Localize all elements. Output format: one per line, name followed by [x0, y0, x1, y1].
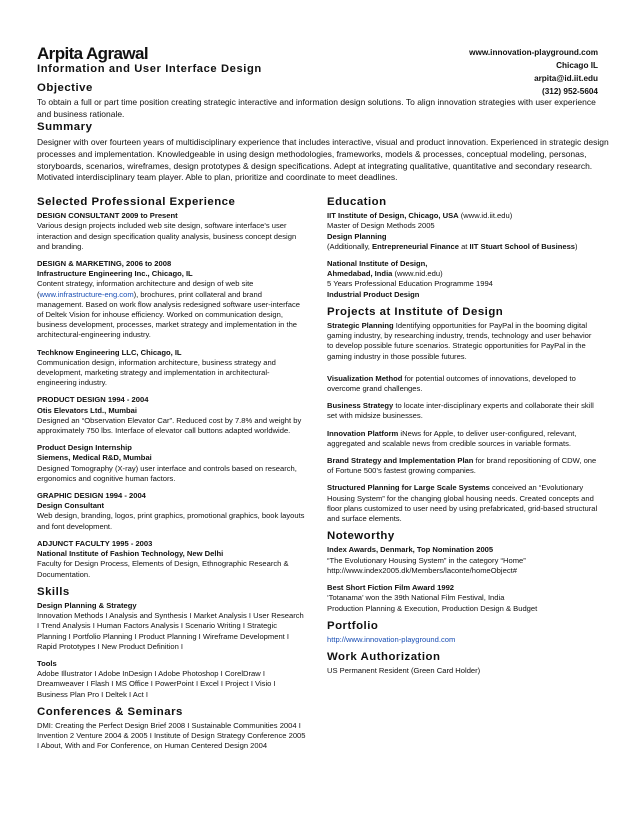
experience-title: Selected Professional Experience — [37, 196, 236, 208]
contact-website[interactable]: www.innovation-playground.com — [469, 48, 598, 57]
contact-block — [469, 46, 598, 98]
project-heading: Strategic Planning — [327, 321, 394, 331]
project-innovation-platform — [327, 429, 599, 449]
job-text: Faculty for Design Process, Elements of Design, Ethnographic Research & Documentation. — [37, 559, 289, 579]
skills-heading: Tools — [37, 658, 57, 668]
award-index — [327, 545, 599, 576]
award-link[interactable]: http://www.index2005.dk/Members/laconte/homeObject# — [327, 565, 517, 575]
employer-heading: Otis Elevators Ltd., Mumbai — [37, 405, 138, 415]
degree-note: ) — [575, 241, 578, 251]
project-text: for brand repositioning of CDW, one of Fortune 500’s fastest growing companies. — [327, 456, 597, 476]
project-structured-planning — [327, 483, 599, 524]
degree-note: (Additionally, — [327, 241, 373, 251]
conferences-text: DMI: Creating the Perfect Design Brief 2008 I Sustainable Communities 2004 I Invention 2 Venture 2004 & 2005 I Institute of Design Strategy Conference 2005 I About, With and For Conference, on Human Centered Design 2004 — [37, 720, 306, 751]
employer-heading: Siemens, Medical R&D, Mumbai — [37, 453, 152, 463]
education-nid — [327, 259, 599, 300]
portfolio-title: Portfolio — [327, 619, 379, 632]
experience-product-design — [37, 395, 307, 436]
job-heading: DESIGN & MARKETING, 2006 to 2008 — [37, 259, 172, 269]
degree-note: at — [458, 241, 470, 251]
project-heading: Visualization Method — [327, 373, 403, 383]
experience-internship — [37, 443, 307, 484]
project-strategic-planning — [327, 321, 599, 362]
project-business-strategy — [327, 401, 599, 421]
school-heading: Ahmedabad, India — [327, 269, 393, 279]
award-heading: Best Short Fiction Film Award 1992 — [327, 583, 455, 593]
project-visualization — [327, 374, 599, 394]
candidate-subtitle: Information and User Interface Design — [37, 63, 262, 75]
award-line: Production Planning & Execution, Production Design & Budget — [327, 603, 538, 613]
contact-phone: (312) 952-5604 — [542, 87, 598, 96]
experience-adjunct-faculty — [37, 539, 307, 580]
project-text: for potential outcomes of innovations, developed to overcome grand challenges. — [327, 373, 576, 394]
job-text: ), brochures, print collateral and brand management. Based on work flow analysis redesigned software user-interface of Deltek Vision for inhouse efficiency. Worked on communication design, business development, processes, market strategy and implementation in the architectural-engineering industry. — [37, 289, 300, 340]
degree-line: Design Planning — [327, 231, 387, 241]
contact-email[interactable]: arpita@id.iit.edu — [534, 74, 598, 83]
degree-line: Industrial Product Design — [327, 289, 420, 299]
skills-heading: Design Planning & Strategy — [37, 600, 137, 610]
contact-location: Chicago IL — [556, 61, 598, 70]
project-text: Identifying opportunities for PayPal in the booming digital gaming industry, by researching industry, trends, technology and user behavior to develop possible future scenarios. Strategic opportunities for PayPal in the gaming industry in those possible futures. — [327, 321, 592, 361]
work-auth-title: Work Authorization — [327, 651, 441, 664]
project-heading: Business Strategy — [327, 401, 394, 411]
project-heading: Brand Strategy and Implementation Plan — [327, 456, 474, 466]
left-column — [37, 197, 307, 759]
award-line: ‘Totanama’ won the 39th National Film Festival, India — [327, 593, 505, 603]
project-text: conceived an “Evolutionary Housing System” for the changing global housing needs. Created concepts and floor plans customized to user need by using prefabricated, grid-based structural and surface elements. — [327, 483, 598, 524]
candidate-name: Arpita Agrawal — [37, 44, 148, 63]
degree-line: 5 Years Professional Education Programme 1994 — [327, 279, 493, 289]
education-title: Education — [327, 196, 387, 208]
skills-title: Skills — [37, 585, 70, 598]
skills-tools — [37, 659, 307, 700]
job-heading: PRODUCT DESIGN 1994 - 2004 — [37, 395, 149, 405]
job-text: Designed Tomography (X-ray) user interface and controls based on research, ergonomics and cognitive human factors. — [37, 463, 297, 483]
education-iit — [327, 211, 599, 252]
employer-heading: Design Consultant — [37, 501, 105, 511]
job-text: Designed an “Observation Elevator Car”. Reduced cost by 7.8% and weight by approximately 750 lbs. Interface of elevator call buttons adapted worldwide. — [37, 415, 302, 436]
experience-graphic-design — [37, 491, 307, 532]
project-text: iNews for Apple, to deliver user-configured, relevant, aggregated and scalable news from credible sources in variable formats. — [327, 428, 577, 448]
skills-text: Adobe Illustrator I Adobe InDesign I Adobe Photoshop I CorelDraw I Dreamweaver I Flash I MS Office I PowerPoint I Excel I Project I Visio I Business Plan Pro I Deltek I Act I — [37, 669, 276, 699]
project-brand-strategy — [327, 456, 599, 476]
degree-note: Entrepreneurial Finance — [372, 241, 459, 251]
school-url: (www.nid.edu) — [392, 269, 443, 279]
objective-text: To obtain a full or part time position creating strategic interactive and information design solutions. To align innovation strategies with user experience and business rationale. — [37, 97, 596, 119]
summary-title: Summary — [37, 121, 93, 133]
school-url: (www.id.iit.edu) — [458, 211, 513, 221]
degree-line: Master of Design Methods 2005 — [327, 221, 435, 231]
award-heading: Index Awards, Denmark, Top Nomination 2005 — [327, 545, 494, 555]
projects-title: Projects at Institute of Design — [327, 305, 504, 318]
school-heading: National Institute of Design, — [327, 259, 428, 269]
job-heading: DESIGN CONSULTANT 2009 to Present — [37, 211, 178, 221]
job-text: Content strategy, information architecture and design of web site ( — [37, 279, 254, 299]
employer-heading: Infrastructure Engineering Inc., Chicago, IL — [37, 269, 193, 279]
objective-title: Objective — [37, 82, 93, 94]
award-line: “The Evolutionary Housing System” in the category “Home” — [327, 555, 526, 565]
job-text: Communication design, information architecture, business strategy and development, marketing strategy and implementation in architectural-engineering industry. — [37, 357, 276, 388]
noteworthy-title: Noteworthy — [327, 530, 395, 543]
employer-heading: Techknow Engineering LLC, Chicago, IL — [37, 347, 182, 357]
skills-planning — [37, 601, 307, 652]
skills-text: Innovation Methods I Analysis and Synthesis I Market Analysis I User Research I Trend Analysis I Human Factors Analysis I Scenario Writing I Strategic Planning I Portfolio Planning I Product Planning I Wireframe Development I Rapid Prototypes I New Product Definition I — [37, 611, 304, 651]
school-heading: IIT Institute of Design, Chicago, USA — [327, 211, 459, 221]
experience-techknow — [37, 348, 307, 389]
job-text: Web design, branding, logos, print graphics, promotional graphics, book layouts and font development. — [37, 511, 305, 531]
work-auth-text: US Permanent Resident (Green Card Holder) — [327, 666, 481, 676]
job-heading: GRAPHIC DESIGN 1994 - 2004 — [37, 491, 146, 501]
project-heading: Structured Planning for Large Scale Systems — [327, 483, 490, 493]
employer-heading: National Institute of Fashion Technology, New Delhi — [37, 549, 224, 559]
experience-design-marketing — [37, 259, 307, 341]
infrastructure-link[interactable]: www.infrastructure-eng.com — [39, 289, 134, 299]
right-column — [327, 197, 599, 684]
employer-heading: Product Design Internship — [37, 443, 132, 453]
project-text: to locate inter-disciplinary experts and collaborate their skill set with midsize businesses. — [327, 401, 594, 421]
degree-note: IIT Stuart School of Business — [469, 241, 576, 251]
job-text: Various design projects included web site design, software interface's user interaction and design specification quality analysis, business concept design and branding. — [37, 221, 297, 251]
conferences-title: Conferences & Seminars — [37, 705, 183, 718]
portfolio-link[interactable]: http://www.innovation-playground.com — [327, 634, 456, 644]
summary-text: Designer with over fourteen years of multidisciplinary experience that includes interactive, visual and product innovation. Experienced in strategic design processes and implementation. Knowledgeable in using design methodologies, frameworks, models & processes, conceptual modeling, personas, storyboards, scenarios, wireframes, design prototypes & design specifications. Adept at integrating qualitative, quantitative and secondary research. Motivated interdisciplinary team player. Able to plan, prioritize and coordinate to meet deadlines. — [37, 137, 609, 183]
award-film — [327, 583, 599, 614]
experience-design-consultant — [37, 211, 307, 252]
project-heading: Innovation Platform — [327, 428, 399, 438]
job-heading: ADJUNCT FACULTY 1995 - 2003 — [37, 538, 153, 548]
